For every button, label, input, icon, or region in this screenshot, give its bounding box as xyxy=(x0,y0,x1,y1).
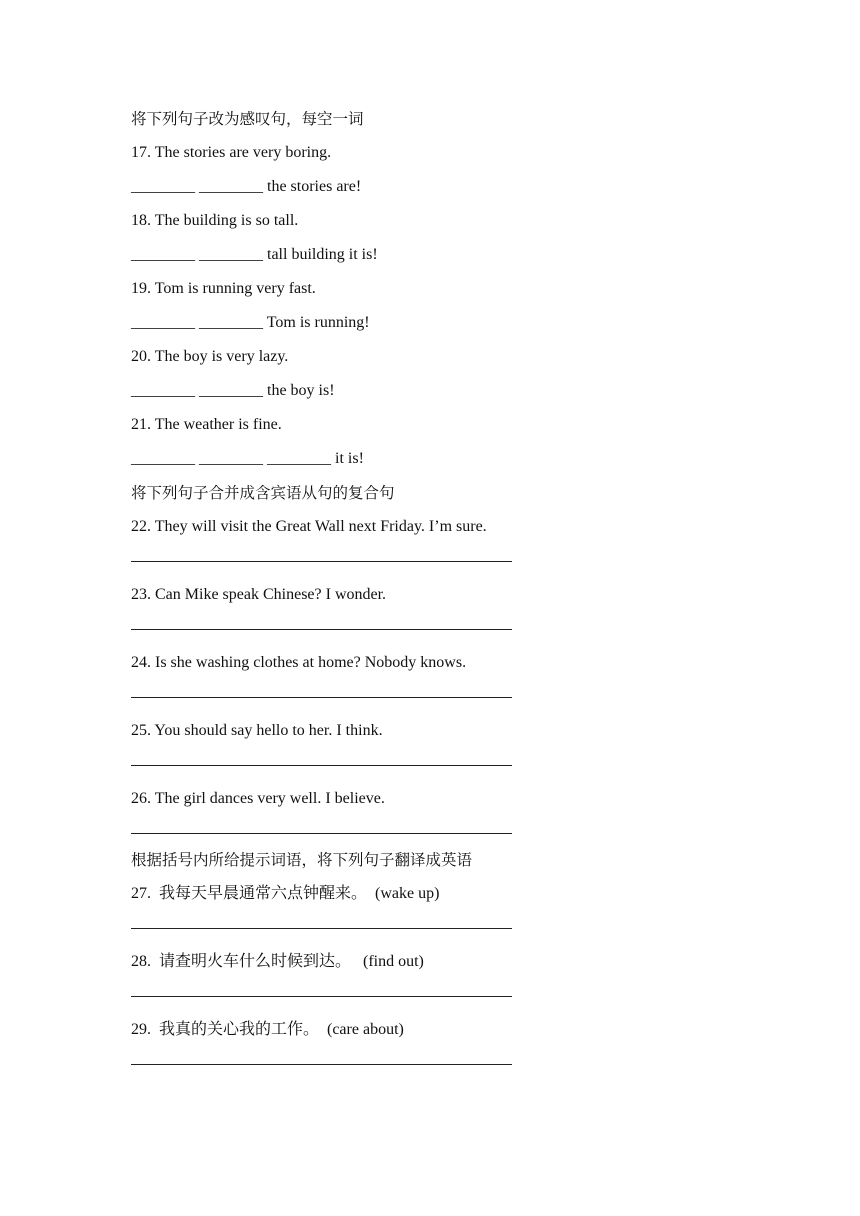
question-text: 21. The weather is fine. xyxy=(131,416,282,433)
question-text: 17. The stories are very boring. xyxy=(131,144,332,161)
answer-line xyxy=(131,629,512,630)
question-text: 19. Tom is running very fast. xyxy=(131,280,316,297)
section-heading: 根据括号内所给提示词语，将下列句子翻译成英语 xyxy=(131,851,473,869)
question-text: 20. The boy is very lazy. xyxy=(131,348,289,365)
answer-line xyxy=(131,928,512,929)
answer-blanks: ________ ________ the boy is! xyxy=(131,382,335,399)
question-text: 23. Can Mike speak Chinese? I wonder. xyxy=(131,586,387,603)
answer-blanks: ________ ________ Tom is running! xyxy=(131,314,370,331)
answer-blanks: ________ ________ ________ it is! xyxy=(131,450,364,467)
question-text: 27. 我每天早晨通常六点钟醒来。 (wake up) xyxy=(131,885,440,902)
answer-line xyxy=(131,561,512,562)
answer-line xyxy=(131,833,512,834)
worksheet xyxy=(131,108,811,1065)
answer-blanks: ________ ________ the stories are! xyxy=(131,178,362,195)
answer-line xyxy=(131,697,512,698)
question-text: 26. The girl dances very well. I believe. xyxy=(131,790,385,807)
question-text: 29. 我真的关心我的工作。 (care about) xyxy=(131,1021,404,1038)
question-text: 25. You should say hello to her. I think. xyxy=(131,722,383,739)
answer-line xyxy=(131,765,512,766)
answer-line xyxy=(131,996,512,997)
section-heading: 将下列句子改为感叹句，每空一词 xyxy=(131,110,364,128)
question-text: 22. They will visit the Great Wall next Friday. I’m sure. xyxy=(131,518,487,535)
answer-line xyxy=(131,1064,512,1065)
section-heading: 将下列句子合并成含宾语从句的复合句 xyxy=(131,484,395,502)
question-text: 24. Is she washing clothes at home? Nobody knows. xyxy=(131,654,467,671)
question-text: 28. 请查明火车什么时候到达。 (find out) xyxy=(131,953,424,970)
answer-blanks: ________ ________ tall building it is! xyxy=(131,246,378,263)
question-text: 18. The building is so tall. xyxy=(131,212,299,229)
